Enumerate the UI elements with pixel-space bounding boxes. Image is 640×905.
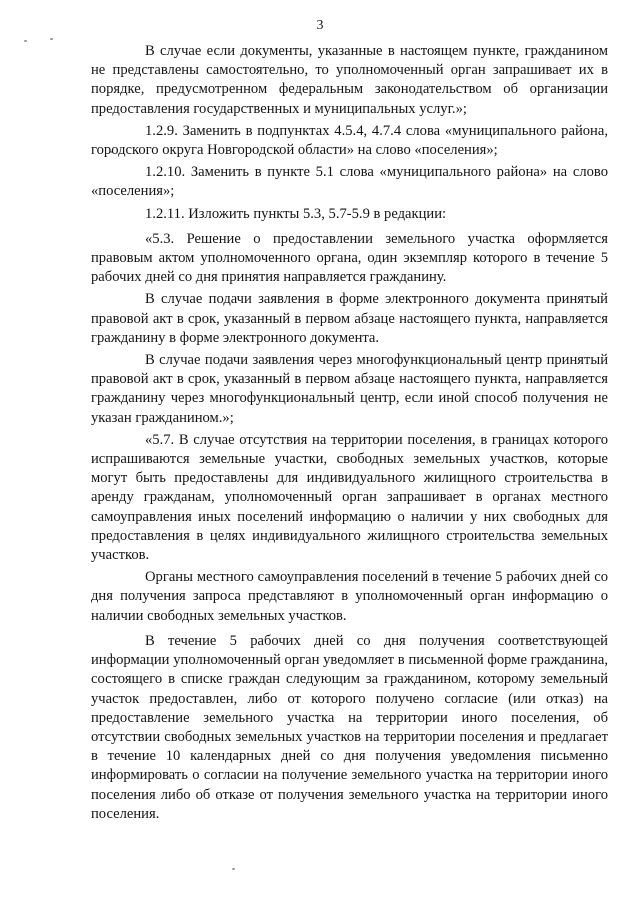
- paragraph: 1.2.11. Изложить пункты 5.3, 5.7-5.9 в редакции:: [145, 205, 447, 222]
- paragraph: Органы местного самоуправления поселений в течение 5 рабочих дней со дня получения запроса представляют в уполномоченный орган информацию о наличии свободных земельных участков.: [91, 569, 608, 624]
- paragraph: В случае если документы, указанные в настоящем пункте, гражданином не представлены самостоятельно, то уполномоченный орган запрашивает их в порядке, предусмотренном федеральным законодательством об организации предоставления государственных и муниципальных услуг.»;: [91, 43, 608, 117]
- paragraph: 1.2.9. Заменить в подпунктах 4.5.4, 4.7.4 слова «муниципального района, городского округа Новгородской области» на слово «поселения»;: [91, 122, 608, 159]
- scan-speck: [232, 868, 235, 870]
- paragraph: В случае подачи заявления в форме электронного документа принятый правовой акт в срок, указанный в первом абзаце настоящего пункта, направляется гражданину в форме электронного документа.: [91, 291, 608, 346]
- paragraph: «5.7. В случае отсутствия на территории поселения, в границах которого испрашиваются земельные участки, свободных земельных участков, которые могут быть предоставлены для индивидуального жилищного строительства в аренду гражданам, уполномоченный орган запрашивает в органах местного самоуправления иных поселений информацию о наличии у них свободных для предоставления в целях индивидуального жилищного строительства земельных участков.: [91, 431, 608, 564]
- page-number: 3: [316, 18, 324, 33]
- paragraph: 1.2.10. Заменить в пункте 5.1 слова «муниципального района» на слово «поселения»;: [91, 164, 608, 200]
- paragraph: «5.3. Решение о предоставлении земельного участка оформляется правовым актом уполномоченного органа, один экземпляр которого в течение 5 рабочих дней со дня принятия направляется гражданину.: [91, 230, 608, 286]
- scan-speck: [50, 38, 53, 40]
- document-body: [91, 42, 608, 824]
- paragraph: В случае подачи заявления через многофункциональный центр принятый правовой акт в срок, указанный в первом абзаце настоящего пункта, направляется гражданину через многофункциональный центр, если иной способ получения не указан гражданином.»;: [91, 352, 608, 426]
- scan-speck: [24, 40, 27, 42]
- paragraph: В течение 5 рабочих дней со дня получения соответствующей информации уполномоченный орган уведомляет в письменной форме гражданина, состоящего в списке граждан следующим за гражданином, которому земельный участок предоставлен, либо от которого получено согласие (или отказ) на предоставление земельного участка на территории иного поселения, об отсутствии свободных земельных участков на территории поселения и предлагает в течение 10 календарных дней со дня получения уведомления письменно информировать о согласии на получение земельного участка на территории иного поселения либо об отказе от получения земельного участка на территории иного поселения.: [91, 632, 608, 822]
